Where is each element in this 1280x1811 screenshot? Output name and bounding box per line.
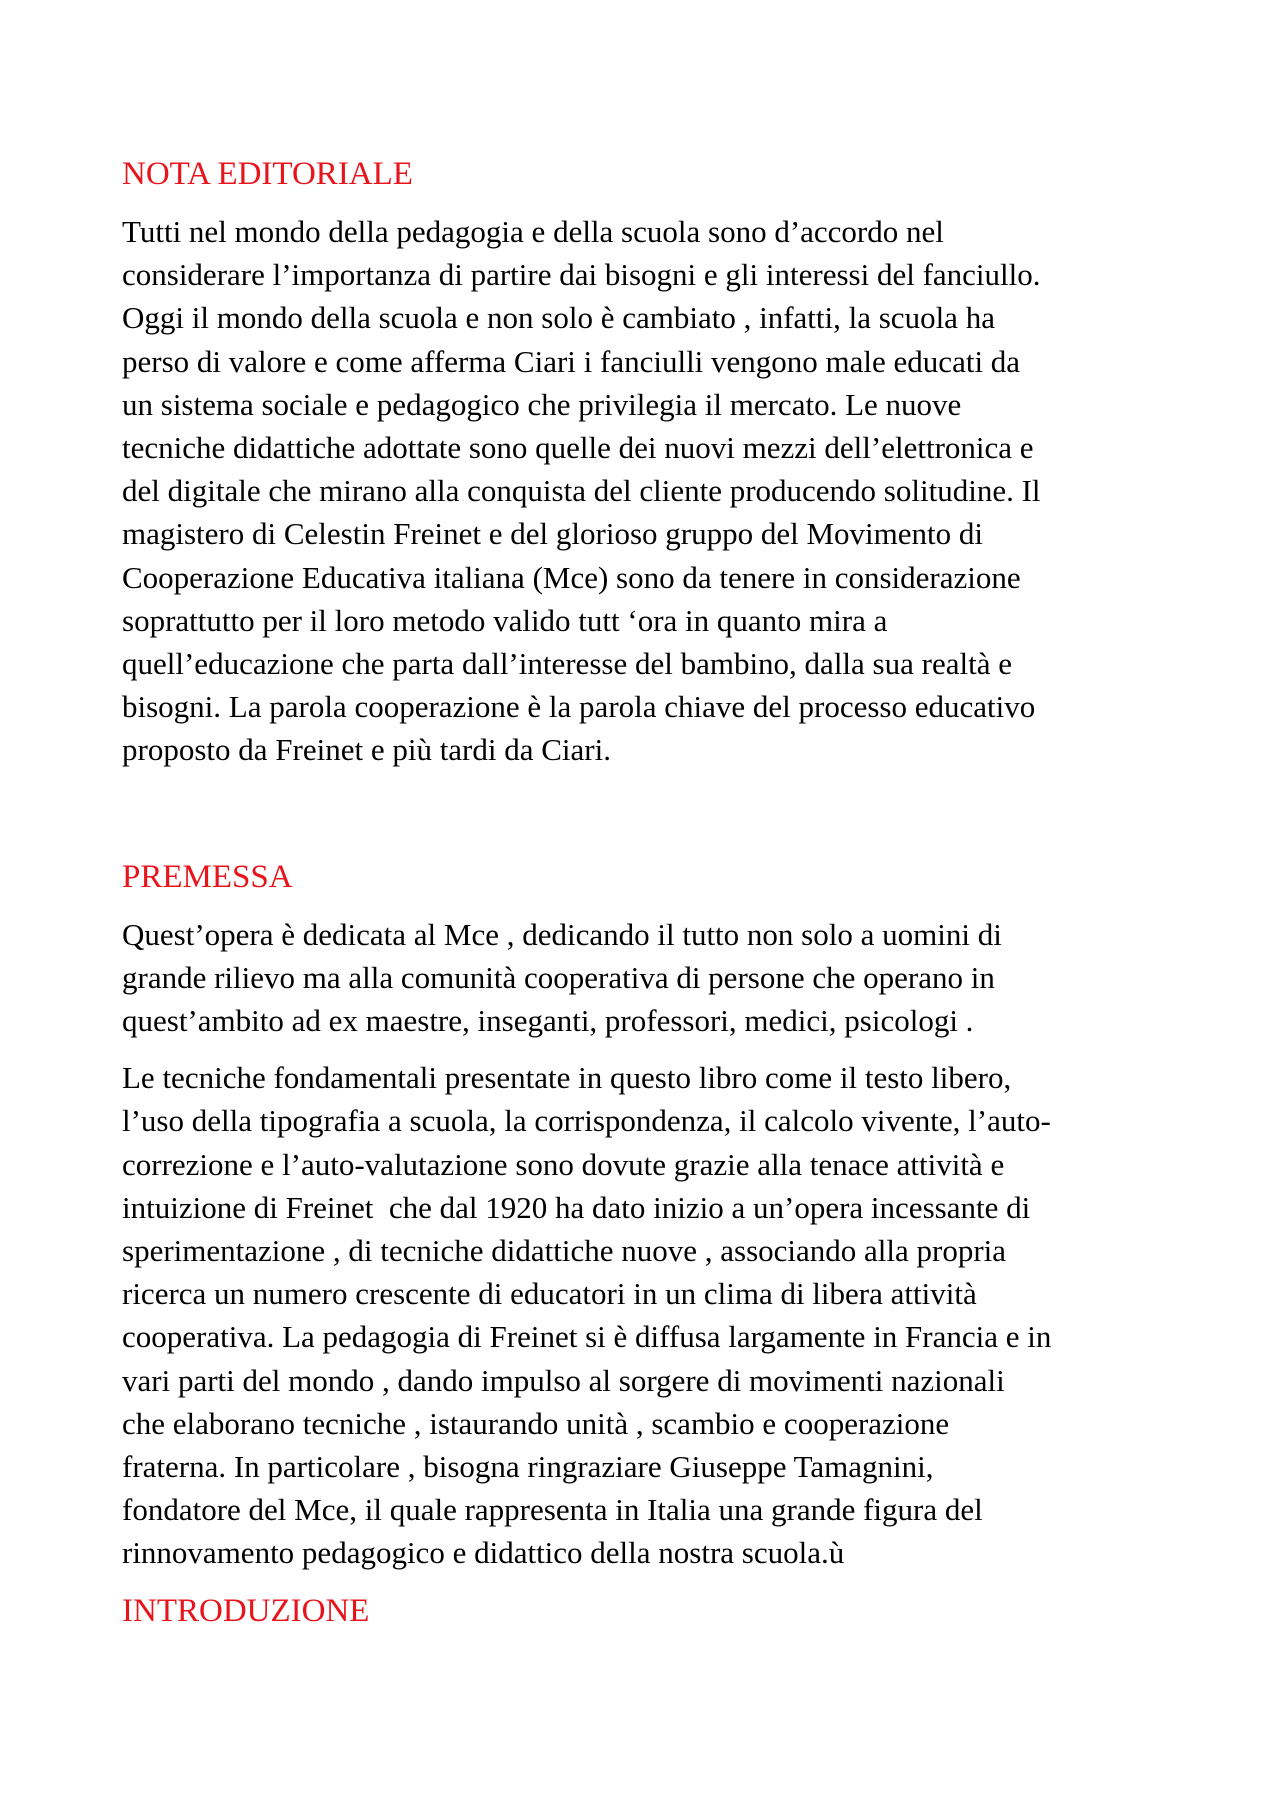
text-line: Quest’opera è dedicata al Mce , dedicando il tutto non solo a uomini di <box>122 916 1002 952</box>
premessa-heading: PREMESSA <box>122 858 293 895</box>
text-line: perso di valore e come afferma Ciari i fanciulli vengono male educati da <box>122 343 1021 379</box>
text-line: cooperativa. La pedagogia di Freinet si è diffusa largamente in Francia e in <box>122 1319 1052 1355</box>
text-line: sperimentazione , di tecniche didattiche nuove , associando alla propria <box>122 1233 1007 1269</box>
text-line: che elaborano tecniche , istaurando unità , scambio e cooperazione <box>122 1405 950 1441</box>
document-page <box>122 152 1182 1633</box>
text-line: grande rilievo ma alla comunità cooperativa di persone che operano in <box>122 959 995 995</box>
text-line: quest’ambito ad ex maestre, inseganti, professori, medici, psicologi . <box>122 1003 974 1039</box>
text-line: bisogni. La parola cooperazione è la parola chiave del processo educativo <box>122 689 1036 725</box>
text-line: proposto da Freinet e più tardi da Ciari. <box>122 732 611 768</box>
text-line: del digitale che mirano alla conquista del cliente producendo solitudine. Il <box>122 473 1041 509</box>
text-line: magistero di Celestin Freinet e del glorioso gruppo del Movimento di <box>122 516 983 552</box>
text-line: l’uso della tipografia a scuola, la corrispondenza, il calcolo vivente, l’auto- <box>122 1103 1051 1139</box>
premessa-paragraph-1 <box>122 913 1182 1043</box>
text-line: intuizione di Freinet che dal 1920 ha dato inizio a un’opera incessante di <box>122 1189 1031 1225</box>
nota-editoriale-heading: NOTA EDITORIALE <box>122 156 413 192</box>
text-line: un sistema sociale e pedagogico che privilegia il mercato. Le nuove <box>122 386 962 422</box>
text-line: quell’educazione che parta dall’interesse del bambino, dalla sua realtà e <box>122 646 1012 682</box>
text-line: Le tecniche fondamentali presentate in questo libro come il testo libero, <box>122 1060 1012 1096</box>
text-line: vari parti del mondo , dando impulso al sorgere di movimenti nazionali <box>122 1362 1005 1398</box>
text-line: Oggi il mondo della scuola e non solo è cambiato , infatti, la scuola ha <box>122 300 995 336</box>
text-line: soprattutto per il loro metodo valido tutt ‘ora in quanto mira a <box>122 602 888 638</box>
text-line: rinnovamento pedagogico e didattico della nostra scuola.ù <box>122 1535 845 1571</box>
text-line: fondatore del Mce, il quale rappresenta in Italia una grande figura del <box>122 1492 983 1528</box>
introduzione-heading: INTRODUZIONE <box>122 1592 370 1629</box>
premessa-paragraph-2 <box>122 1056 1182 1574</box>
text-line: correzione e l’auto-valutazione sono dovute grazie alla tenace attività e <box>122 1146 1005 1182</box>
text-line: tecniche didattiche adottate sono quelle dei nuovi mezzi dell’elettronica e <box>122 430 1034 466</box>
nota-editoriale-paragraph <box>122 210 1182 772</box>
text-line: ricerca un numero crescente di educatori in un clima di libera attività <box>122 1276 977 1312</box>
text-line: Tutti nel mondo della pedagogia e della scuola sono d’accordo nel <box>122 214 944 249</box>
text-line: considerare l’importanza di partire dai bisogni e gli interessi del fanciullo. <box>122 257 1041 293</box>
text-line: Cooperazione Educativa italiana (Mce) sono da tenere in considerazione <box>122 559 1021 595</box>
text-line: fraterna. In particolare , bisogna ringraziare Giuseppe Tamagnini, <box>122 1449 934 1485</box>
